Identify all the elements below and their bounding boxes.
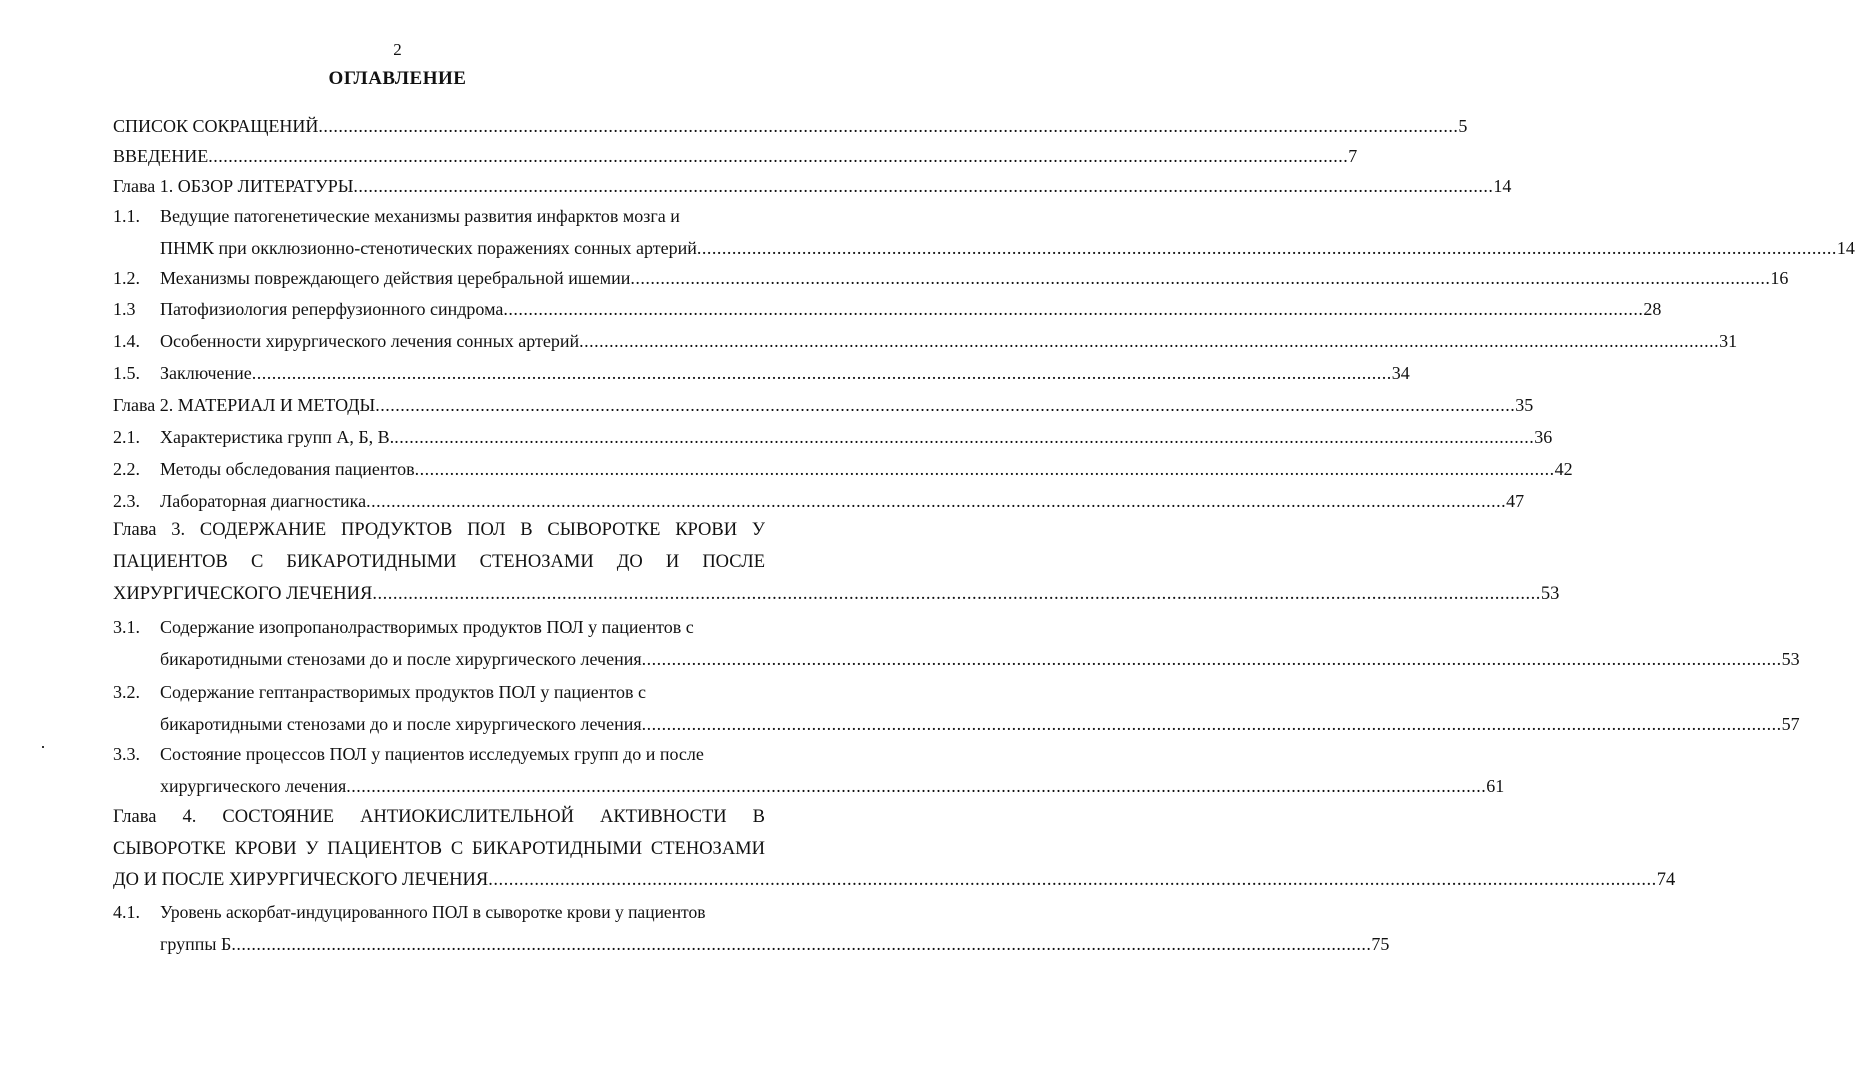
toc-entry-text: Характеристика групп А, Б, В. [160, 427, 395, 447]
toc-entry-text: ДО И ПОСЛЕ ХИРУРГИЧЕСКОГО ЛЕЧЕНИЯ [113, 870, 489, 890]
toc-leader-dots [488, 868, 1657, 892]
toc-entry-1-4 [160, 329, 1738, 353]
toc-entry-text: бикаротидными стенозами до и после хирургического лечения [160, 649, 642, 669]
toc-section-number: 2.3. [113, 491, 140, 511]
toc-page-number: 31 [1719, 331, 1738, 351]
toc-page-number: 14 [1493, 176, 1512, 196]
toc-page-number: 53 [1781, 649, 1800, 669]
toc-entry-text: Лабораторная диагностика [160, 491, 367, 511]
toc-entry-text: ВВЕДЕНИЕ [113, 146, 209, 166]
toc-section-number: 2.2. [113, 459, 140, 479]
toc-leader-dots [375, 393, 1515, 417]
toc-entry-text: бикаротидными стенозами до и после хирургического лечения [160, 714, 642, 734]
toc-entry-1-1 [160, 236, 1855, 260]
toc-entry-chapter-4 [113, 868, 1676, 892]
page-title: ОГЛАВЛЕНИЕ [328, 68, 467, 89]
toc-entry-text: Содержание гептанрастворимых продуктов ПОЛ у пациентов с [160, 682, 646, 702]
toc-leader-dots [318, 114, 1458, 138]
toc-entry-text: Патофизиология реперфузионного синдрома [160, 299, 504, 319]
toc-leader-dots [394, 425, 1534, 449]
toc-page-number: 35 [1515, 395, 1534, 415]
toc-entry-3-2 [160, 712, 1800, 736]
toc-entry-3-3 [160, 774, 1505, 798]
toc-entry-3-1 [160, 647, 1800, 671]
toc-page-number: 16 [1770, 268, 1789, 288]
toc-entry-1-5 [160, 361, 1410, 385]
toc-page-number: 42 [1554, 459, 1573, 479]
toc-entry-text: группы Б [160, 934, 232, 954]
toc-leader-dots [346, 774, 1486, 798]
toc-entry-chapter-3 [113, 582, 1560, 606]
toc-section-number: 3.2. [113, 682, 140, 702]
toc-page-number: 74 [1656, 870, 1676, 890]
toc-page-number: 14 [1836, 238, 1855, 258]
toc-chapter-3-line-2: ПАЦИЕНТОВ С БИКАРОТИДНЫМИ СТЕНОЗАМИ ДО И ПОСЛЕ [113, 552, 765, 572]
toc-entry-text: Глава 2. МАТЕРИАЛ И МЕТОДЫ [113, 395, 376, 415]
toc-entry-text: ПНМК при окклюзионно-стенотических поражениях сонных артерий [160, 238, 697, 258]
toc-entry-text: Ведущие патогенетические механизмы развития инфарктов мозга и [160, 206, 680, 226]
toc-leader-dots [353, 174, 1493, 198]
toc-section-number: 3.3. [113, 744, 140, 764]
toc-entry-chapter-1 [113, 174, 1512, 198]
toc-leader-dots [630, 266, 1770, 290]
toc-section-number: 3.1. [113, 617, 140, 637]
toc-entry-chapter-2 [113, 393, 1534, 417]
toc-page-number: 61 [1486, 776, 1505, 796]
toc-entry-text: хирургического лечения [160, 776, 347, 796]
toc-leader-dots [697, 236, 1837, 260]
toc-entry-text: Заключение [160, 363, 252, 383]
toc-page-number: 36 [1534, 427, 1553, 447]
toc-entry-text: СПИСОК СОКРАЩЕНИЙ [113, 116, 319, 136]
toc-entry-text: ХИРУРГИЧЕСКОГО ЛЕЧЕНИЯ [113, 584, 373, 604]
toc-section-number: 1.4. [113, 331, 140, 351]
toc-leader-dots [579, 329, 1719, 353]
toc-section-number: 1.5. [113, 363, 140, 383]
toc-entry-abbreviations [113, 114, 1468, 138]
toc-entry-2-2 [160, 457, 1573, 481]
page-number: 2 [393, 40, 402, 59]
toc-entry-text: Методы обследования пациентов [160, 459, 415, 479]
toc-chapter-4-line-2: СЫВОРОТКЕ КРОВИ У ПАЦИЕНТОВ С БИКАРОТИДНЫМИ СТЕНОЗАМИ [113, 839, 765, 859]
toc-leader-dots [503, 297, 1643, 321]
toc-entry-1-3 [160, 297, 1662, 321]
toc-page-number: 7 [1348, 146, 1358, 166]
toc-leader-dots [252, 361, 1392, 385]
toc-entry-text: Механизмы повреждающего действия церебральной ишемии [160, 268, 631, 288]
toc-entry-2-1 [160, 425, 1553, 449]
toc-entry-2-3 [160, 489, 1525, 513]
toc-page-number: 28 [1643, 299, 1662, 319]
toc-leader-dots [415, 457, 1555, 481]
toc-leader-dots [642, 647, 1782, 671]
toc-page-number: 47 [1506, 491, 1525, 511]
toc-entry-text: Состояние процессов ПОЛ у пациентов исследуемых групп до и после [160, 744, 704, 764]
toc-section-number: 1.2. [113, 268, 140, 288]
toc-entry-1-2 [160, 266, 1789, 290]
toc-section-number: 4.1. [113, 902, 140, 922]
toc-chapter-3-line-1: Глава 3. СОДЕРЖАНИЕ ПРОДУКТОВ ПОЛ В СЫВОРОТКЕ КРОВИ У [113, 520, 765, 540]
toc-entry-text: Глава 1. ОБЗОР ЛИТЕРАТУРЫ [113, 176, 354, 196]
toc-leader-dots [642, 712, 1782, 736]
scan-speck [42, 746, 44, 748]
toc-leader-dots [372, 582, 1541, 606]
toc-page-number: 34 [1391, 363, 1410, 383]
toc-entry-text: Особенности хирургического лечения сонных артерий [160, 331, 580, 351]
toc-page-number: 53 [1540, 584, 1560, 604]
toc-entry-4-1 [160, 932, 1390, 956]
toc-leader-dots [366, 489, 1506, 513]
toc-page-number: 75 [1371, 934, 1390, 954]
toc-entry-introduction [113, 144, 1358, 168]
toc-leader-dots [231, 932, 1371, 956]
toc-leader-dots [208, 144, 1348, 168]
toc-section-number: 1.1. [113, 206, 140, 226]
toc-section-number: 1.3 [113, 299, 136, 319]
toc-entry-text: Содержание изопропанолрастворимых продуктов ПОЛ у пациентов с [160, 617, 694, 637]
toc-section-number: 2.1. [113, 427, 140, 447]
toc-chapter-4-line-1: Глава 4. СОСТОЯНИЕ АНТИОКИСЛИТЕЛЬНОЙ АКТИВНОСТИ В [113, 807, 765, 827]
toc-page-number: 57 [1781, 714, 1800, 734]
toc-entry-text: Уровень аскорбат-индуцированного ПОЛ в сыворотке крови у пациентов [160, 902, 706, 922]
toc-page-number: 5 [1458, 116, 1468, 136]
